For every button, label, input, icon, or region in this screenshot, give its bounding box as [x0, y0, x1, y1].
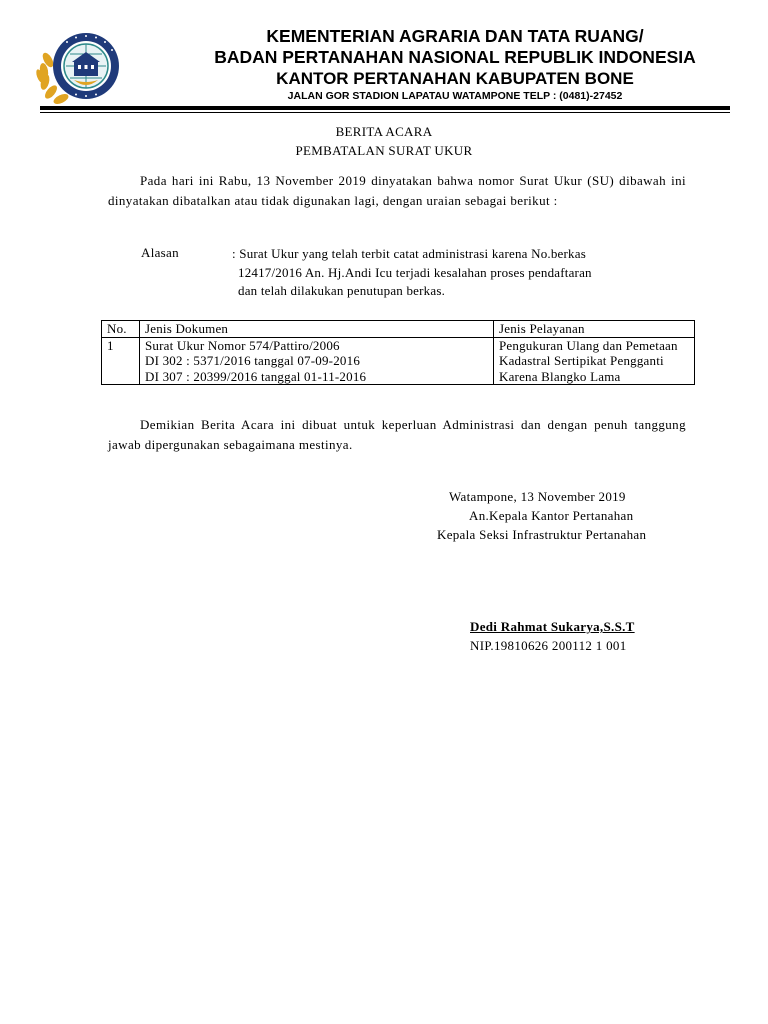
- reason-text: [232, 245, 692, 301]
- letterhead-office: KANTOR PERTANAHAN KABUPATEN BONE: [276, 69, 634, 88]
- letterhead-divider-thin: [40, 112, 730, 113]
- document-subtitle: PEMBATALAN SURAT UKUR: [295, 143, 473, 158]
- cell-document-type: [140, 337, 494, 385]
- header-service-type: Jenis Pelayanan: [494, 321, 695, 338]
- table-header-row: [102, 321, 695, 338]
- document-line: Surat Ukur Nomor 574/Pattiro/2006: [145, 337, 340, 353]
- document-title: BERITA ACARA: [335, 124, 433, 139]
- signatory-nip: NIP.19810626 200112 1 001: [470, 638, 627, 653]
- opening-paragraph: [108, 171, 686, 211]
- bpn-emblem-icon: [34, 24, 126, 110]
- cell-no: 1: [102, 337, 140, 385]
- closing-paragraph: [108, 415, 686, 455]
- signatory-name: Dedi Rahmat Sukarya,S.S.T: [470, 619, 635, 634]
- letterhead-address: JALAN GOR STADION LAPATAU WATAMPONE TELP : (0481)-27452: [287, 90, 623, 102]
- header-document-type: Jenis Dokumen: [140, 321, 494, 338]
- signature-on-behalf: An.Kepala Kantor Pertanahan: [469, 508, 634, 523]
- letterhead-ministry: KEMENTERIAN AGRARIA DAN TATA RUANG/: [266, 26, 644, 46]
- signature-position: Kepala Seksi Infrastruktur Pertanahan: [437, 527, 647, 542]
- closing-text: Demikian Berita Acara ini dibuat untuk keperluan Administrasi dan dengan penuh tanggung jawab dipergunakan sebagaimana mestinya.: [108, 417, 686, 452]
- document-table: [101, 320, 695, 385]
- reason-line: : Surat Ukur yang telah terbit catat administrasi karena No.berkas: [232, 246, 586, 261]
- document-line: DI 307 : 20399/2016 tanggal 01-11-2016: [145, 368, 367, 384]
- cell-service-type: Pengukuran Ulang dan Pemetaan Kadastral Sertipikat Pengganti Karena Blangko Lama: [494, 337, 695, 385]
- reason-line: 12417/2016 An. Hj.Andi Icu terjadi kesalahan proses pendaftaran: [238, 264, 592, 280]
- letterhead-divider-thick: [40, 106, 730, 110]
- table-row: [102, 337, 695, 385]
- document-line: DI 302 : 5371/2016 tanggal 07-09-2016: [145, 353, 361, 368]
- signature-place-date: Watampone, 13 November 2019: [449, 489, 626, 504]
- letterhead-agency: BADAN PERTANAHAN NASIONAL REPUBLIK INDONESIA: [214, 47, 696, 67]
- reason-line: dan telah dilakukan penutupan berkas.: [238, 283, 446, 298]
- opening-text: Pada hari ini Rabu, 13 November 2019 dinyatakan bahwa nomor Surat Ukur (SU) dibawah ini dinyatakan dibatalkan atau tidak digunakan lagi, dengan uraian sebagai berikut :: [108, 173, 686, 208]
- header-no: No.: [102, 321, 140, 338]
- reason-label: Alasan: [141, 245, 179, 260]
